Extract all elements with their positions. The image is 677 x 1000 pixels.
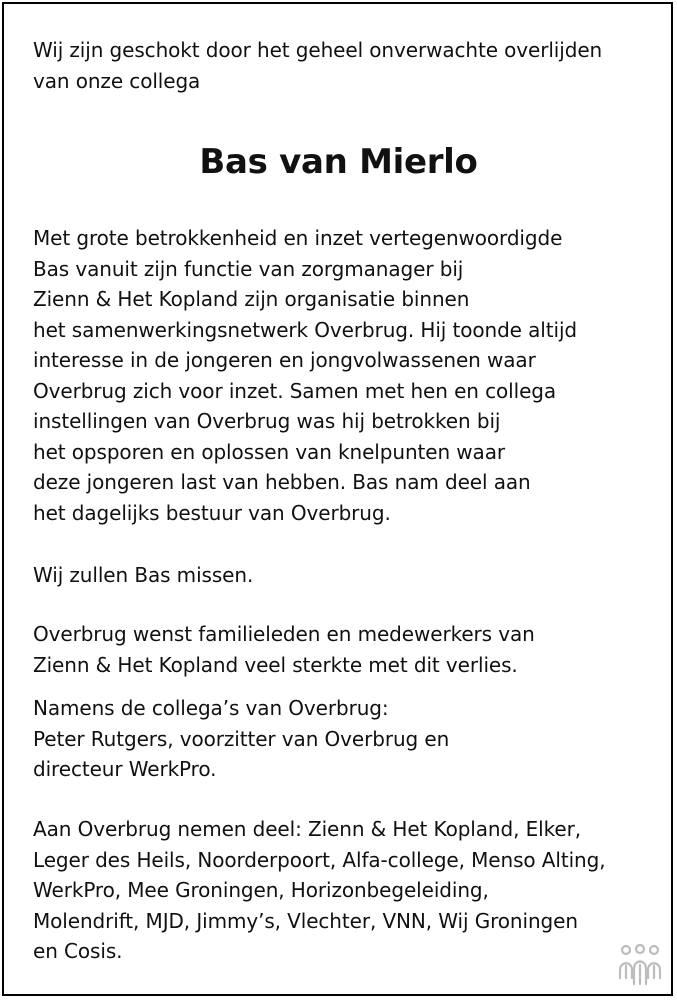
deceased-name: Bas van Mierlo [199,142,478,182]
body-paragraph-1: Met grote betrokkenheid en inzet vertegenwoordigde Bas vanuit zijn functie van zorgmanager bij Zienn & Het Kopland zijn organisatie binnen het samenwerkingsnetwerk Overbrug. Hij toonde altijd interesse in de jongeren en jongvolwassenen waar Overbrug zich voor inzet. Samen met hen en collega instellingen van Overbrug was hij betrokken bij het opsporen en oplossen van knelpunten waar deze jongeren last van hebben. Bas nam deel aan het dagelijks bestuur van Overbrug. [33,226,578,525]
body-paragraph-3: Overbrug wenst familieleden en medewerkers van Zienn & Het Kopland veel sterkte met dit verlies. [33,622,535,677]
signature: Namens de collega’s van Overbrug: Peter Rutgers, voorzitter van Overbrug en directeur WerkPro. [33,696,450,781]
body-paragraph-2: Wij zullen Bas missen. [33,563,254,587]
people-group-icon [617,944,663,988]
intro-text: Wij zijn geschokt door het geheel onverwachte overlijden van onze collega [33,38,603,93]
participants-list: Aan Overbrug nemen deel: Zienn & Het Kopland, Elker, Leger des Heils, Noorderpoort, Alfa-college, Menso Alting, WerkPro, Mee Groningen, Horizonbegeleiding, Molendrift, MJD, Jimmy’s, Vlechter, VNN, Wij Groningen en Cosis. [33,817,606,963]
